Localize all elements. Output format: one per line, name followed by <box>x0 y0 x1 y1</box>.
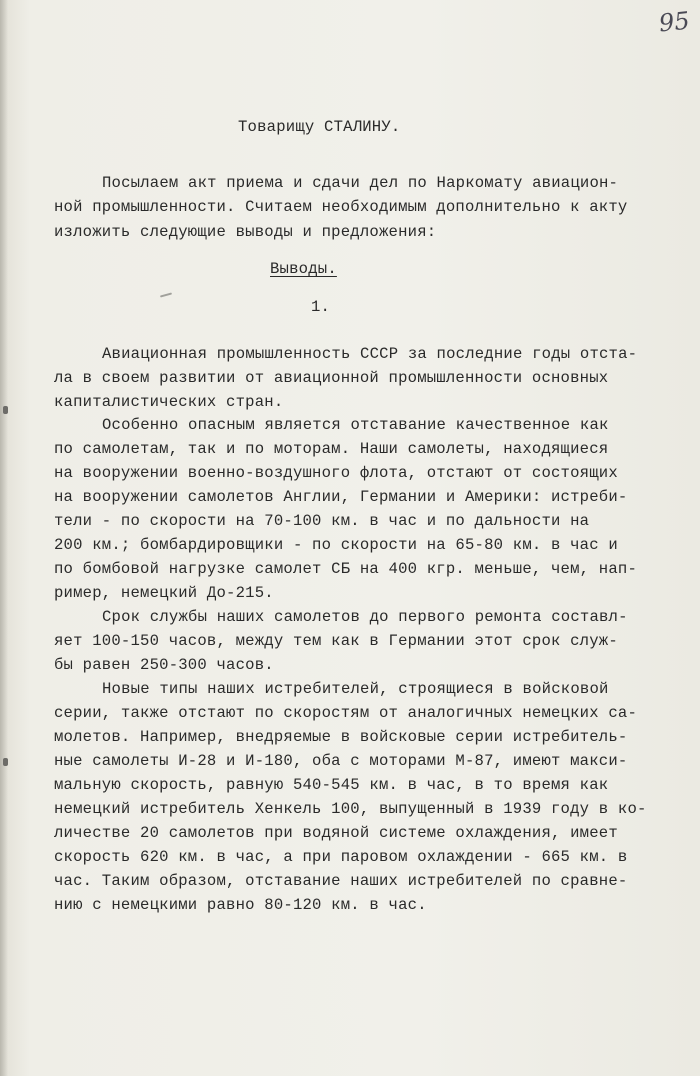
body-line: яет 100-150 часов, между тем как в Германии этот срок служ- <box>54 632 618 650</box>
section-number: 1. <box>311 298 331 316</box>
paper-mark <box>3 406 8 414</box>
body-line: ример, немецкий До-215. <box>54 584 274 602</box>
body-line: Новые типы наших истребителей, строящиеся в войсковой <box>102 680 609 698</box>
body-line: Срок службы наших самолетов до первого ремонта составл- <box>102 608 628 626</box>
body-line: 200 км.; бомбардировщики - по скорости на 65-80 км. в час и <box>54 536 618 554</box>
body-line: тели - по скорости на 70-100 км. в час и по дальности на <box>54 512 590 530</box>
intro-line: изложить следующие выводы и предложения: <box>54 223 437 241</box>
body-line: на вооружении военно-воздушного флота, отстают от состоящих <box>54 464 618 482</box>
body-line: скорость 620 км. в час, а при паровом охлаждении - 665 км. в <box>54 848 628 866</box>
body-line: мальную скорость, равную 540-545 км. в час, в то время как <box>54 776 609 794</box>
intro-line: Посылаем акт приема и сдачи дел по Наркомату авиацион- <box>102 174 619 192</box>
body-line: по бомбовой нагрузке самолет СБ на 400 кгр. меньше, чем, нап- <box>54 560 638 578</box>
body-line: на вооружении самолетов Англии, Германии и Америки: истреби- <box>54 488 628 506</box>
body-line: нию с немецкими равно 80-120 км. в час. <box>54 896 427 914</box>
body-line: Особенно опасным является отставание качественное как <box>102 416 609 434</box>
body-line: бы равен 250-300 часов. <box>54 656 274 674</box>
body-line: ла в своем развитии от авиационной промышленности основных <box>54 369 609 387</box>
handwritten-page-number: 95 <box>658 6 692 38</box>
intro-line: ной промышленности. Считаем необходимым дополнительно к акту <box>54 198 628 216</box>
addressee-line: Товарищу СТАЛИНУ. <box>238 118 401 136</box>
body-line: Авиационная промышленность СССР за последние годы отста- <box>102 345 638 363</box>
body-line: молетов. Например, внедряемые в войсковые серии истребитель- <box>54 728 628 746</box>
body-line: серии, также отстают по скоростям от аналогичных немецких са- <box>54 704 638 722</box>
body-line: немецкий истребитель Хенкель 100, выпущенный в 1939 году в ко- <box>54 800 647 818</box>
body-line: капиталистических стран. <box>54 393 284 411</box>
body-line: личестве 20 самолетов при водяной системе охлаждения, имеет <box>54 824 618 842</box>
body-line: по самолетам, так и по моторам. Наши самолеты, находящиеся <box>54 440 609 458</box>
paper-mark <box>3 758 8 766</box>
body-line: час. Таким образом, отставание наших истребителей по сравне- <box>54 872 628 890</box>
section-heading: Выводы. <box>270 260 337 278</box>
body-line: ные самолеты И-28 и И-180, оба с моторами М-87, имеют макси- <box>54 752 628 770</box>
